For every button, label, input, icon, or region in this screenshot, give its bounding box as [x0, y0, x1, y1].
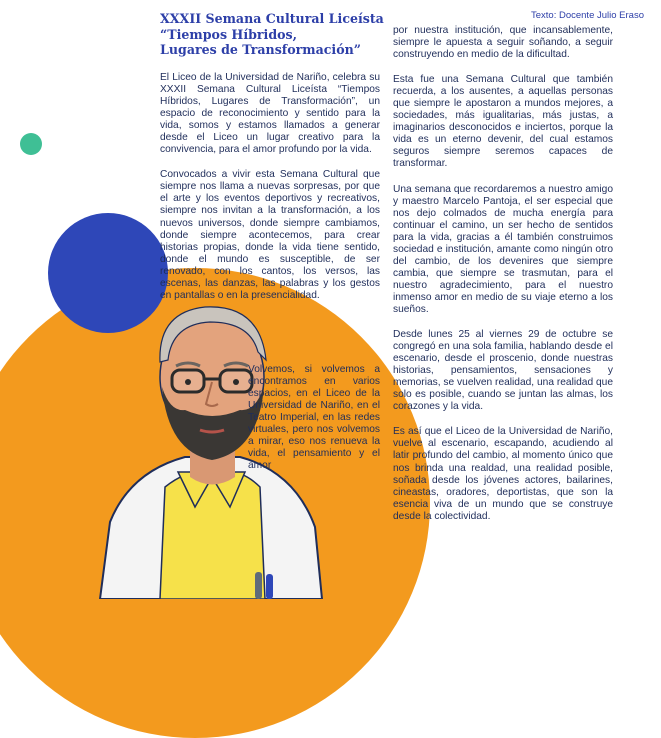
paragraph: Convocados a vivir esta Semana Cultural que siempre nos llama a nuevas sorpresas, por que el arte y los eventos deportivos y recreativos, siempre nos invitan a la transformación, a los nuevos universos, donde siempre cambiamos, donde siempre acontecemos, para crear historias propias, donde la vida tiene sentido, donde el mundo es susceptible, de ser renovado, con los cantos, los versos, las escenas, las danzas, las palabras y los gestos en pantallas o en la presencialidad.: [160, 169, 380, 301]
paragraph: Una semana que recordaremos a nuestro amigo y maestro Marcelo Pantoja, el ser especial que nos dejo colmados de mucha energía para continuar el camino, un ser hecho de sentidos para la vida, gracias a él también construimos sociedad e institución, amante como ningún otro del cambio, de los devenires que siempre cambia, que siempre se trasmutan, para el nuestro agradecimiento, para el nuestro inmenso amor en medio de su viaje eterno a los sueños.: [393, 183, 613, 315]
paragraph: por nuestra institución, que incansablemente, siempre le apuesta a seguir soñando, a seguir construyendo en medio de la dificultad.: [393, 25, 613, 61]
paragraph: Desde lunes 25 al viernes 29 de octubre se congregó en una sola familia, hablando desde el escenario, desde el proscenio, donde nuestras historias, pensamientos, sensaciones y memorias, se vuelven realidad, una realidad que solo es posible, cuando se juntan las almas, los corazones y la vida.: [393, 329, 613, 413]
title-line-2: “Tiempos Híbridos,: [160, 26, 298, 42]
author-credit: Texto: Docente Julio Eraso: [530, 10, 644, 21]
title-line-1: XXXII Semana Cultural Liceísta: [160, 11, 384, 26]
left-column-continuation: [248, 364, 380, 472]
title-line-3: Lugares de Transformación”: [160, 42, 361, 57]
green-dot-decoration: [20, 133, 42, 155]
paragraph: Es así que el Liceo de la Universidad de Nariño, vuelve al escenario, escapando, acudiendo al latir profundo del cambio, al momento único que nos brinda una realdad, una realidad posible, soñada desde los jóvenes actores, bailarines, cineastas, oradores, deportistas, que son la esencia viva de un mundo que se construye desde la colectividad.: [393, 426, 613, 522]
right-column: [393, 25, 613, 536]
paragraph: El Liceo de la Universidad de Nariño, celebra su XXXII Semana Cultural Liceísta “Tiempos Híbridos, Lugares de Transformación”, un espacio de reconocimiento y sentido para la vida, somos y estamos llamados a generar desde el Liceo un lugar creativo para la convivencia, para el amor profundo por la vida.: [160, 72, 380, 156]
paragraph: Esta fue una Semana Cultural que también recuerda, a los ausentes, a aquellas personas que siempre le apostaron a mundos mejores, a sociedades, más igualitarias, más justas, a imaginarios desconocidos e inciertos, porque la vida es un eterno devenir, del cual estamos seguros siempre seremos capaces de transformar.: [393, 74, 613, 170]
article-title: [160, 11, 390, 58]
paragraph: Volvemos, si volvemos a encontramos en varios espacios, en el Liceo de la Universidad de Nariño, en el Teatro Imperial, en las redes virtuales, pero nos volvemos a mirar, eso nos renueva la vida, el pensamiento y el amor: [248, 364, 380, 472]
left-column: [160, 72, 380, 315]
